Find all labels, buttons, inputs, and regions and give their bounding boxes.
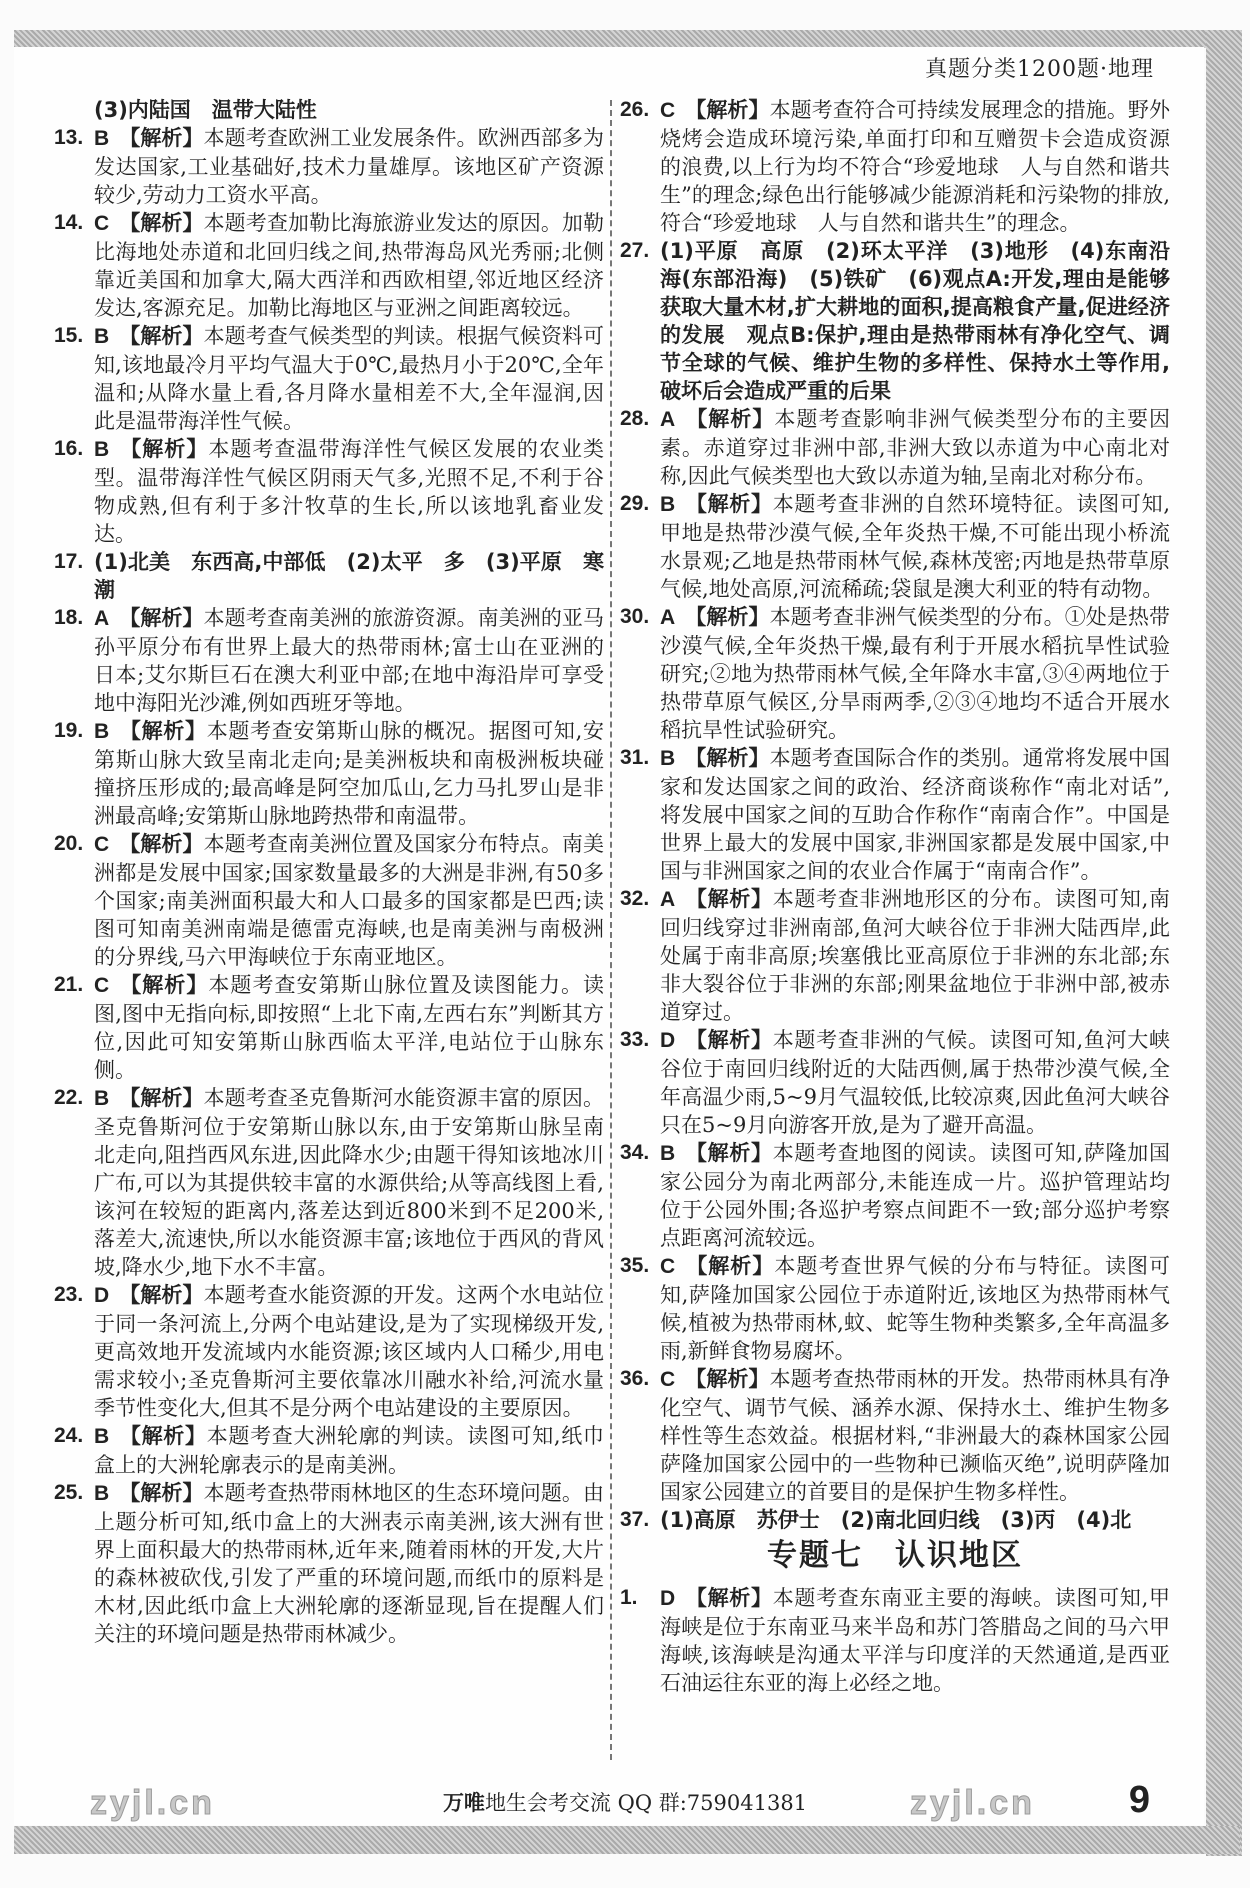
answer-item	[54, 971, 604, 1084]
analysis-tag: 【解析】	[119, 1423, 207, 1448]
explanation-text: 本题考查气候类型的判读。根据气候资料可知,该地最冷月平均气温大于0℃,最热月小于20℃,全年温和;从降水量上看,各月降水量相差不大,全年湿润,因此是温带海洋性气候。	[94, 324, 605, 433]
analysis-tag: 【解析】	[685, 745, 770, 770]
explanation-text: 本题考查欧洲工业发展条件。欧洲西部多为发达国家,工业基础好,技术力量雄厚。该地区矿产资源较少,劳动力工资水平高。	[94, 126, 605, 207]
answer-item	[54, 604, 604, 717]
answer-item	[54, 717, 604, 830]
answer-text: (1)高原 苏伊士 (2)南北回归线 (3)丙 (4)北	[660, 1508, 1132, 1532]
answer-letter: B	[94, 127, 110, 150]
question-number: 25.	[54, 1481, 84, 1504]
analysis-tag: 【解析】	[685, 406, 775, 431]
right-column	[620, 96, 1170, 1697]
explanation-text: 本题考查温带海洋性气候区发展的农业类型。温带海洋性气候区阴雨天气多,光照不足,不利于谷物成熟,但有利于多汁牧草的生长,所以该地乳畜业发达。	[94, 437, 605, 546]
explanation-text: 本题考查符合可持续发展理念的措施。野外烧烤会造成环境污染,单面打印和互赠贺卡会造成资源的浪费,以上行为均不符合“珍爱地球 人与自然和谐共生”的理念;绿色出行能够减少能源消耗和污染物的排放,符合“珍爱地球 人与自然和谐共生”的理念。	[660, 98, 1171, 235]
answer-letter: B	[94, 438, 110, 461]
answer-item	[620, 1506, 1170, 1534]
explanation-text: 本题考查热带雨林的开发。热带雨林具有净化空气、调节气候、涵养水源、保持水土、维护生物多样性等生态效益。根据材料,“非洲最大的森林国家公园萨隆加国家公园中的一些物种已濒临灭绝”,说明萨隆加国家公园建立的首要目的是保护生物多样性。	[660, 1367, 1171, 1504]
answer-item	[54, 830, 604, 971]
answer-letter: B	[94, 325, 110, 348]
question-number: 16.	[54, 437, 84, 460]
analysis-tag: 【解析】	[685, 491, 773, 516]
analysis-tag: 【解析】	[685, 97, 770, 122]
answer-text: (1)北美 东西高,中部低 (2)太平 多 (3)平原 寒潮	[94, 550, 604, 602]
analysis-tag: 【解析】	[119, 1480, 204, 1505]
explanation-text: 本题考查热带雨林地区的生态环境问题。由上题分析可知,纸巾盒上的大洲表示南美洲,该大洲有世界上面积最大的热带雨林,近年来,随着雨林的开发,大片的森林被砍伐,引发了严重的环境问题,而纸巾的原料是木材,因此纸巾盒上大洲轮廓的逐渐显现,旨在提醒人们关注的环境问题是热带雨林减少。	[94, 1481, 605, 1646]
question-number: 13.	[54, 126, 84, 149]
answer-text: (1)平原 高原 (2)环太平洋 (3)地形 (4)东南沿海(东部沿海) (5)铁矿 (6)观点A:开发,理由是能够获取大量木材,扩大耕地的面积,提高粮食产量,促进经济的发展 观点B:保护,理由是热带雨林有净化空气、调节全球的气候、维护生物的多样性、保持水土等作用,破坏后会造成严重的后果	[660, 239, 1170, 403]
analysis-tag: 【解析】	[119, 1282, 204, 1307]
explanation-text: 本题考查非洲地形区的分布。读图可知,南回归线穿过非洲南部,鱼河大峡谷位于非洲大陆西岸,此处属于南非高原;埃塞俄比亚高原位于非洲的东北部;东非大裂谷位于非洲的东部;刚果盆地位于非洲中部,被赤道穿过。	[660, 887, 1170, 1024]
question-number: 34.	[620, 1141, 650, 1164]
question-number: 15.	[54, 324, 84, 347]
answer-item	[620, 1139, 1170, 1252]
explanation-text: 本题考查圣克鲁斯河水能资源丰富的原因。圣克鲁斯河位于安第斯山脉以东,由于安第斯山脉呈南北走向,阻挡西风东进,因此降水少;由题干得知该地冰川广布,可以为其提供较丰富的水源供给;从等高线图上看,该河在较短的距离内,落差达到近800米到不足200米,落差大,流速快,所以水能资源丰富;该地位于西风的背风坡,降水少,地下水不丰富。	[94, 1086, 605, 1279]
column-divider	[610, 100, 612, 1760]
watermark: zyjl.cn	[90, 1784, 215, 1822]
question-number: 33.	[620, 1028, 650, 1051]
answer-item	[54, 96, 604, 124]
answer-item	[620, 1584, 1170, 1697]
answer-item	[620, 490, 1170, 603]
running-header: 真题分类1200题·地理	[925, 57, 1154, 82]
analysis-tag: 【解析】	[685, 1140, 773, 1165]
explanation-text: 本题考查南美洲位置及国家分布特点。南美洲都是发展中国家;国家数量最多的大洲是非洲,有50多个国家;南美洲面积最大和人口最多的国家都是巴西;读图可知南美洲南端是德雷克海峡,也是南美洲与南极洲的分界线,马六甲海峡位于东南亚地区。	[94, 832, 605, 969]
question-number: 27.	[620, 239, 650, 262]
question-number: 19.	[54, 719, 84, 742]
answer-text: (3)内陆国 温带大陆性	[94, 98, 317, 122]
analysis-tag: 【解析】	[685, 1253, 775, 1278]
answer-letter: B	[660, 493, 676, 516]
explanation-text: 本题考查非洲的气候。读图可知,鱼河大峡谷位于南回归线附近的大陆西侧,属于热带沙漠气候,全年高温少雨,5~9月气温较低,比较凉爽,因此鱼河大峡谷只在5~9月向游客开放,是为了避开高温。	[660, 1028, 1170, 1137]
explanation-text: 本题考查影响非洲气候类型分布的主要因素。赤道穿过非洲中部,非洲大致以赤道为中心南北对称,因此气候类型也大致以赤道为轴,呈南北对称分布。	[660, 407, 1171, 488]
answer-item	[54, 1084, 604, 1281]
answer-item	[54, 435, 604, 548]
analysis-tag: 【解析】	[685, 604, 770, 629]
question-number: 28.	[620, 407, 650, 430]
answer-item	[620, 405, 1170, 490]
explanation-text: 本题考查大洲轮廓的判读。读图可知,纸巾盒上的大洲轮廓表示的是南美洲。	[94, 1424, 604, 1477]
answer-letter: B	[660, 1142, 676, 1165]
question-number: 18.	[54, 606, 84, 629]
answer-item	[620, 885, 1170, 1026]
explanation-text: 本题考查南美洲的旅游资源。南美洲的亚马孙平原分布有世界上最大的热带雨林;富士山在亚洲的日本;艾尔斯巨石在澳大利亚中部;在地中海沿岸可享受地中海阳光沙滩,例如西班牙等地。	[94, 606, 605, 715]
question-number: 31.	[620, 746, 650, 769]
question-number: 1.	[620, 1586, 638, 1609]
footer-text: 地生会考交流 QQ 群:759041381	[484, 1791, 808, 1815]
analysis-tag: 【解析】	[685, 1585, 773, 1610]
scan-border-bottom	[14, 1826, 1240, 1854]
page-number: 9	[1128, 1779, 1150, 1821]
explanation-text: 本题考查安第斯山脉的概况。据图可知,安第斯山脉大致呈南北走向;是美洲板块和南极洲板块碰撞挤压形成的;最高峰是阿空加瓜山,乞力马扎罗山是非洲最高峰;安第斯山脉地跨热带和南温带。	[94, 719, 604, 828]
answer-item	[54, 1479, 604, 1648]
answer-letter: B	[94, 1482, 110, 1505]
answer-letter: B	[660, 747, 676, 770]
answer-letter: A	[660, 888, 676, 911]
explanation-text: 本题考查东南亚主要的海峡。读图可知,甲海峡是位于东南亚马来半岛和苏门答腊岛之间的马六甲海峡,该海峡是沟通太平洋与印度洋的天然通道,是西亚石油运往东亚的海上必经之地。	[660, 1586, 1170, 1695]
scan-border-top	[14, 30, 1240, 48]
question-number: 21.	[54, 973, 84, 996]
question-number: 26.	[620, 98, 650, 121]
answer-letter: B	[94, 1087, 110, 1110]
footer	[0, 1790, 1250, 1816]
answer-letter: C	[94, 833, 110, 856]
analysis-tag: 【解析】	[685, 1366, 770, 1391]
analysis-tag: 【解析】	[119, 831, 204, 856]
answer-letter: D	[660, 1029, 676, 1052]
answer-item	[620, 603, 1170, 744]
answer-letter: C	[660, 99, 676, 122]
section-title: 专题七 认识地区	[767, 1538, 1023, 1573]
question-number: 29.	[620, 492, 650, 515]
analysis-tag: 【解析】	[685, 1027, 773, 1052]
analysis-tag: 【解析】	[119, 323, 204, 348]
answer-item	[620, 1365, 1170, 1506]
analysis-tag: 【解析】	[685, 886, 773, 911]
answer-letter: A	[660, 408, 676, 431]
answer-letter: A	[94, 607, 110, 630]
answer-letter: C	[94, 212, 110, 235]
answer-item	[620, 237, 1170, 405]
question-number: 30.	[620, 605, 650, 628]
footer-brand: 万唯	[442, 1791, 485, 1815]
question-number: 36.	[620, 1367, 650, 1390]
answer-item	[620, 1252, 1170, 1365]
analysis-tag: 【解析】	[119, 1085, 204, 1110]
answer-letter: C	[660, 1255, 676, 1278]
answer-letter: B	[94, 720, 110, 743]
analysis-tag: 【解析】	[119, 125, 204, 150]
answer-letter: D	[660, 1587, 676, 1610]
answer-letter: B	[94, 1425, 110, 1448]
question-number: 37.	[620, 1508, 650, 1531]
explanation-text: 本题考查世界气候的分布与特征。读图可知,萨隆加国家公园位于赤道附近,该地区为热带雨林气候,植被为热带雨林,蚊、蛇等生物种类繁多,全年高温多雨,新鲜食物易腐坏。	[660, 1254, 1171, 1363]
explanation-text: 本题考查水能资源的开发。这两个水电站位于同一条河流上,分两个电站建设,是为了实现梯级开发,更高效地开发流域内水能资源;该区域内人口稀少,用电需求较小;圣克鲁斯河主要依靠冰川融水补给,河流水量季节性变化大,但其不是分两个电站建设的主要原因。	[94, 1283, 605, 1420]
question-number: 20.	[54, 832, 84, 855]
left-column	[54, 96, 604, 1648]
answer-item	[620, 1026, 1170, 1139]
answer-item	[54, 1281, 604, 1422]
analysis-tag: 【解析】	[119, 605, 204, 630]
analysis-tag: 【解析】	[119, 718, 207, 743]
explanation-text: 本题考查国际合作的类别。通常将发展中国家和发达国家之间的政治、经济商谈称作“南北对话”,将发展中国家之间的互助合作称作“南南合作”。中国是世界上最大的发展中国家,非洲国家都是发展中国家,中国与非洲国家之间的农业合作属于“南南合作”。	[660, 746, 1171, 883]
question-number: 24.	[54, 1424, 84, 1447]
answer-item	[54, 548, 604, 604]
analysis-tag: 【解析】	[119, 210, 204, 235]
explanation-text: 本题考查非洲气候类型的分布。①处是热带沙漠气候,全年炎热干燥,最有利于开展水稻抗旱性试验研究;②地为热带雨林气候,全年降水丰富,③④两地位于热带草原气候区,分旱雨两季,②③④地均不适合开展水稻抗旱性试验研究。	[660, 605, 1171, 742]
answer-item	[54, 124, 604, 209]
explanation-text: 本题考查加勒比海旅游业发达的原因。加勒比海地处赤道和北回归线之间,热带海岛风光秀丽;北侧靠近美国和加拿大,隔大西洋和西欧相望,邻近地区经济发达,客源充足。加勒比海地区与亚洲之间距离较远。	[94, 211, 605, 320]
answer-letter: D	[94, 1284, 110, 1307]
watermark: zyjl.cn	[910, 1784, 1035, 1822]
answer-letter: C	[94, 974, 110, 997]
explanation-text: 本题考查地图的阅读。读图可知,萨隆加国家公园分为南北两部分,未能连成一片。巡护管理站均位于公园外围;各巡护考察点间距不一致;部分巡护考察点距离河流较远。	[660, 1141, 1170, 1250]
answer-item	[54, 209, 604, 322]
analysis-tag: 【解析】	[119, 972, 209, 997]
answer-letter: C	[660, 1368, 676, 1391]
answer-item	[54, 1422, 604, 1479]
answer-letter: A	[660, 606, 676, 629]
question-number: 17.	[54, 550, 84, 573]
question-number: 14.	[54, 211, 84, 234]
explanation-text: 本题考查安第斯山脉位置及读图能力。读图,图中无指向标,即按照“上北下南,左西右东”判断其方位,因此可知安第斯山脉西临太平洋,电站位于山脉东侧。	[94, 973, 605, 1082]
question-number: 32.	[620, 887, 650, 910]
answer-item	[54, 322, 604, 435]
answer-item	[620, 96, 1170, 237]
scan-border-right	[1206, 30, 1242, 1856]
question-number: 35.	[620, 1254, 650, 1277]
question-number: 23.	[54, 1283, 84, 1306]
answer-item	[620, 744, 1170, 885]
explanation-text: 本题考查非洲的自然环境特征。读图可知,甲地是热带沙漠气候,全年炎热干燥,不可能出现小桥流水景观;乙地是热带雨林气候,森林茂密;丙地是热带草原气候,地处高原,河流稀疏;袋鼠是澳大利亚的特有动物。	[660, 492, 1170, 601]
analysis-tag: 【解析】	[119, 436, 209, 461]
question-number: 22.	[54, 1086, 84, 1109]
